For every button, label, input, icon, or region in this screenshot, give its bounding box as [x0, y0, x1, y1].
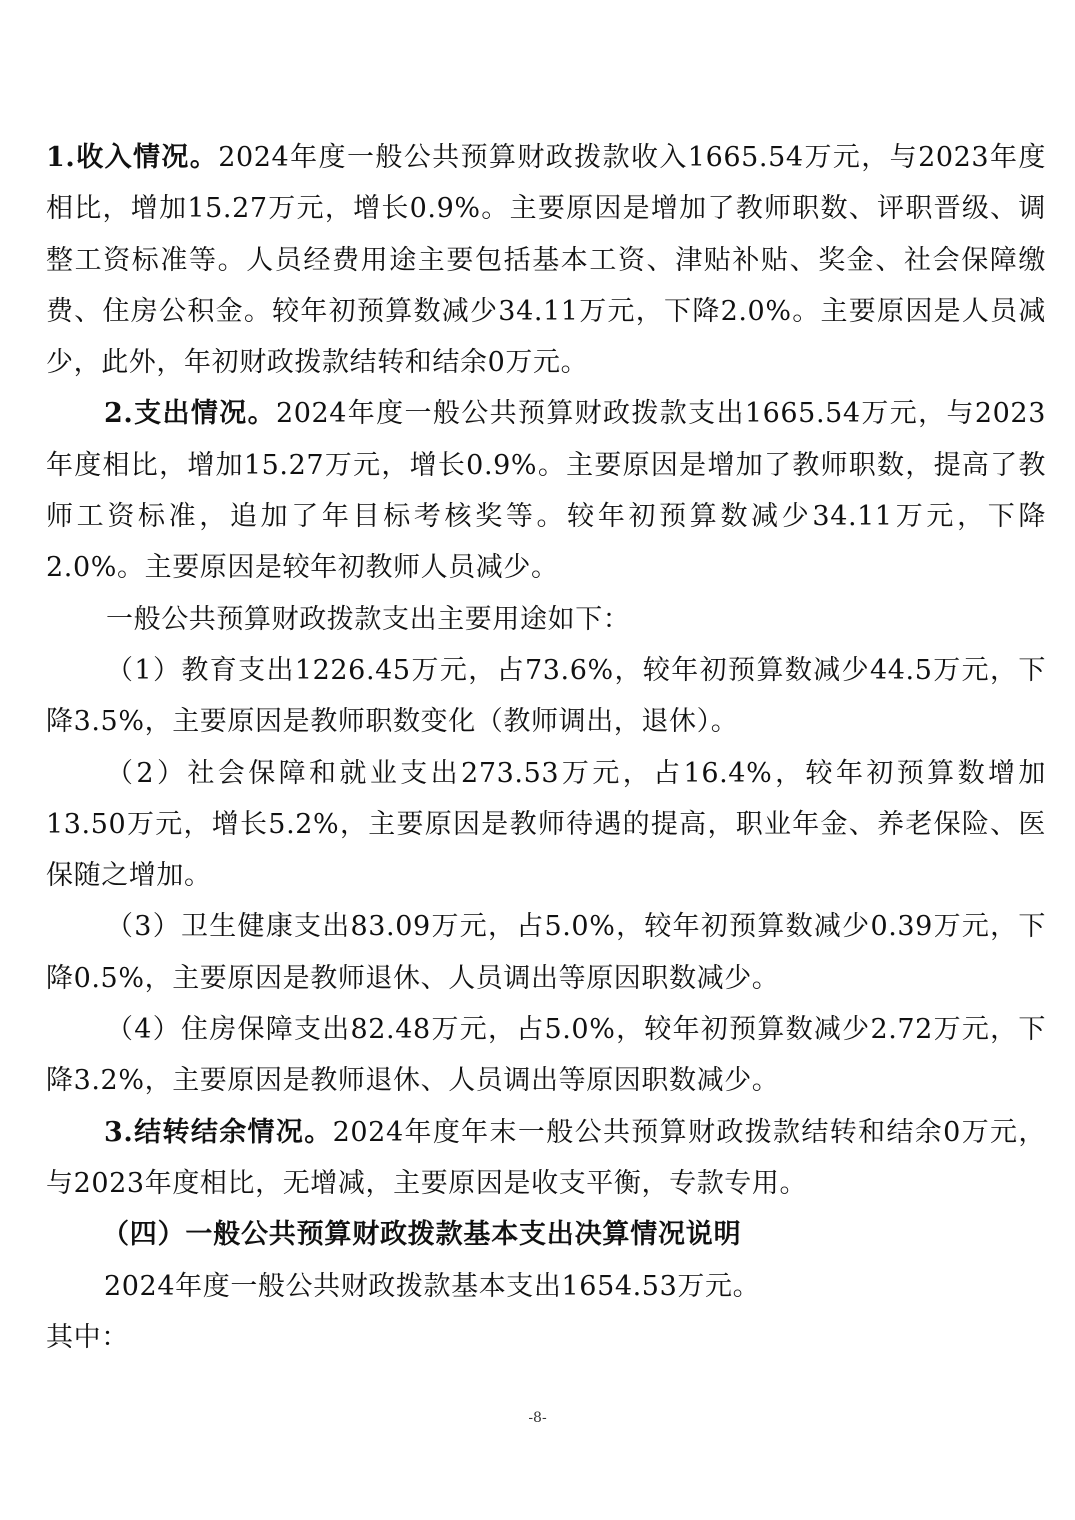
list-item-social-security: （2）社会保障和就业支出273.53万元，占16.4%，较年初预算数增加13.50万元，增长5.2%，主要原因是教师待遇的提高，职业年金、养老保险、医保随之增加。: [46, 757, 1046, 892]
list-item-education: （1）教育支出1226.45万元，占73.6%，较年初预算数减少44.5万元，下降3.5%，主要原因是教师职数变化（教师调出，退休）。: [46, 654, 1046, 738]
paragraph-carryover: [46, 1107, 1046, 1210]
document-body: [46, 132, 1046, 1363]
text-carryover: 2024年度年末一般公共预算财政拨款结转和结余0万元，与2023年度相比，无增减，主要原因是收支平衡，专款专用。: [46, 1116, 1046, 1199]
paragraph-among: 其中：: [46, 1321, 129, 1353]
heading-expenditure: 2.支出情况。: [104, 398, 276, 430]
section-title: （四）一般公共预算财政拨款基本支出决算情况说明: [102, 1219, 742, 1251]
heading-carryover: 3.结转结余情况。: [104, 1116, 333, 1148]
page-number: -8-: [528, 1410, 547, 1426]
text-expenditure: 2024年度一般公共预算财政拨款支出1665.54万元，与2023年度相比，增加15.27万元，增长0.9%。主要原因是增加了教师职数，提高了教师工资标准，追加了年目标考核奖等。较年初预算数减少34.11万元，下降2.0%。主要原因是较年初教师人员减少。: [46, 398, 1046, 584]
heading-income: 1.收入情况。: [46, 142, 219, 173]
list-item-housing: （4）住房保障支出82.48万元，占5.0%，较年初预算数减少2.72万元，下降3.2%，主要原因是教师退休、人员调出等原因职数减少。: [46, 1014, 1046, 1097]
text-income: 2024年度一般公共预算财政拨款收入1665.54万元，与2023年度相比，增加15.27万元，增长0.9%。主要原因是增加了教师职数、评职晋级、调整工资标准等。人员经费用途主要包括基本工资、津贴补贴、奖金、社会保障缴费、住房公积金。较年初预算数减少34.11万元，下降2.0%。主要原因是人员减少，此外，年初财政拨款结转和结余0万元。: [46, 142, 1046, 379]
paragraph-basic-expenditure: 2024年度一般公共财政拨款基本支出1654.53万元。: [104, 1270, 761, 1302]
list-item-health: （3）卫生健康支出83.09万元，占5.0%，较年初预算数减少0.39万元，下降0.5%，主要原因是教师退休、人员调出等原因职数减少。: [46, 911, 1046, 994]
paragraph-expenditure: [46, 388, 1046, 593]
paragraph-uses-intro: 一般公共预算财政拨款支出主要用途如下：: [106, 603, 631, 635]
paragraph-income: [46, 132, 1046, 388]
